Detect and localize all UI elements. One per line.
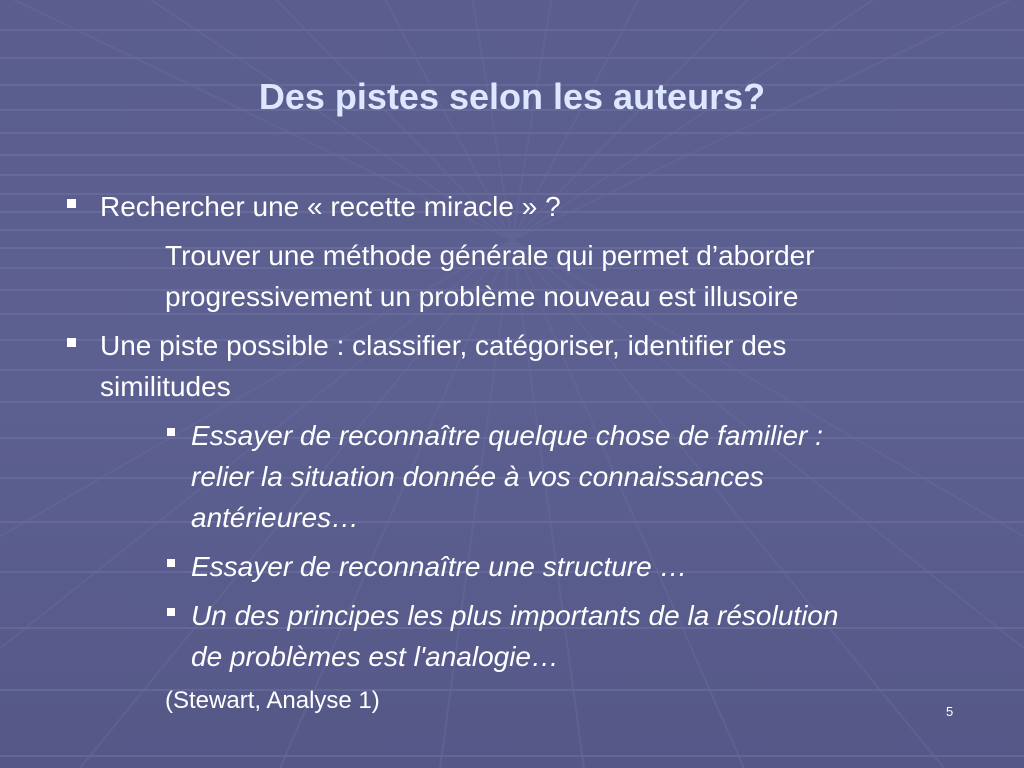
sub-bullet-text-continuation: de problèmes est l'analogie… (191, 641, 560, 672)
sub-bullet-text-continuation: relier la situation donnée à vos connaissances (191, 461, 764, 492)
sub-bullet-text: Essayer de reconnaître quelque chose de familier : (191, 420, 823, 451)
sub-bullet-text: Un des principes les plus importants de la résolution (191, 600, 839, 631)
slide-title: Des pistes selon les auteurs? (258, 76, 766, 117)
square-bullet-icon (67, 199, 76, 208)
indented-text-line: progressivement un problème nouveau est illusoire (165, 281, 799, 312)
citation: (Stewart, Analyse 1) (165, 687, 380, 714)
bullet-text-continuation: similitudes (100, 371, 231, 402)
bullet-text: Rechercher une « recette miracle » ? (100, 191, 561, 222)
square-bullet-icon (167, 428, 175, 436)
indented-text-line: Trouver une méthode générale qui permet d’aborder (165, 240, 815, 271)
sub-bullet-text: Essayer de reconnaître une structure … (191, 551, 688, 582)
square-bullet-icon (167, 608, 175, 616)
sub-bullet-text-continuation: antérieures… (191, 502, 360, 533)
square-bullet-icon (167, 559, 175, 567)
page-number: 5 (946, 704, 954, 719)
bullet-text: Une piste possible : classifier, catégoriser, identifier des (100, 330, 787, 361)
square-bullet-icon (67, 338, 76, 347)
